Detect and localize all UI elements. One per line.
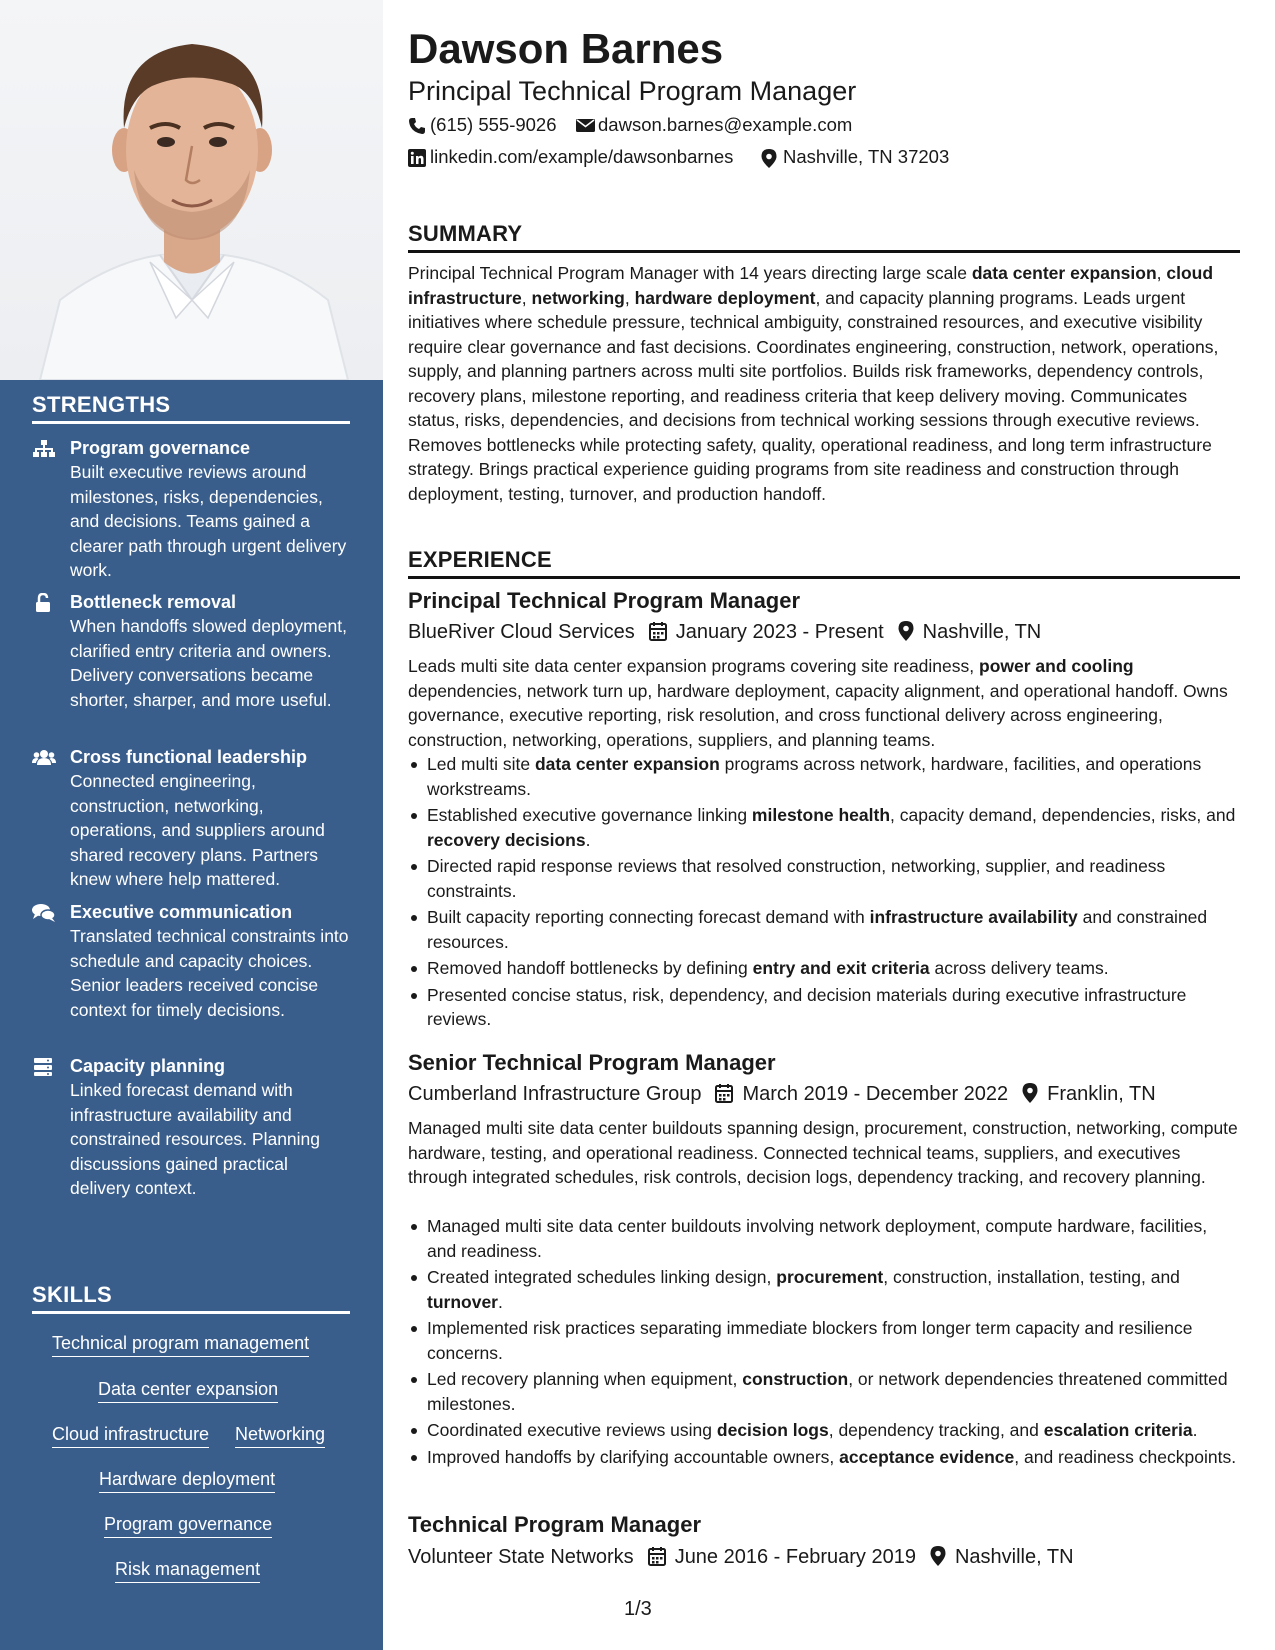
job-meta — [408, 1081, 1156, 1107]
list-item: Built capacity reporting connecting forecast demand with infrastructure availability and constrained resources. — [408, 905, 1240, 954]
skill-tag: Cloud infrastructure — [52, 1423, 209, 1448]
list-item: Directed rapid response reviews that resolved construction, networking, supplier, and readiness constraints. — [408, 854, 1240, 903]
list-item: Created integrated schedules linking design, procurement, construction, installation, testing, and turnover. — [408, 1265, 1240, 1314]
job-dates: June 2016 - February 2019 — [674, 1546, 916, 1568]
sidebar — [0, 0, 383, 1650]
strengths-heading: STRENGTHS — [32, 392, 350, 424]
job-title: Principal Technical Program Manager — [408, 588, 801, 613]
skill-tag: Technical program management — [52, 1332, 309, 1357]
phone-text: (615) 555-9026 — [430, 114, 557, 135]
strength-title: Bottleneck removal — [70, 592, 237, 612]
job-meta — [408, 1544, 1074, 1570]
job-dates: March 2019 - December 2022 — [742, 1083, 1009, 1105]
location-text: Nashville, TN 37203 — [783, 146, 950, 167]
job-dates: January 2023 - Present — [675, 621, 884, 643]
users-icon — [32, 748, 56, 768]
company-name: Volunteer State Networks — [408, 1546, 634, 1568]
skill-tag: Program governance — [104, 1513, 272, 1538]
job-title: Technical Program Manager — [408, 1512, 702, 1537]
company-name: Cumberland Infrastructure Group — [408, 1083, 702, 1105]
list-item: Implemented risk practices separating immediate blockers from longer term capacity and resilience concerns. — [408, 1316, 1240, 1365]
map-pin-icon — [761, 149, 777, 168]
envelope-icon — [576, 117, 595, 133]
strength-title: Capacity planning — [70, 1056, 226, 1076]
job-description: Leads multi site data center expansion programs covering site readiness, power and cooling dependencies, network turn up, hardware deployment, capacity alignment, and operational handoff. Owns governance, executive reporting, risk resolution, and cross functional delivery across engineering, construction, networking, operations, suppliers, and planning teams. — [408, 656, 1228, 750]
skill-tag: Hardware deployment — [99, 1468, 275, 1493]
list-item: Coordinated executive reviews using decision logs, dependency tracking, and escalation criteria. — [408, 1418, 1240, 1443]
unlock-icon — [32, 593, 56, 613]
server-icon — [32, 1057, 56, 1077]
strength-desc: Connected engineering, construction, networking, operations, and suppliers around shared recovery plans. Partners knew where help mattered. — [70, 771, 325, 889]
job-meta — [408, 619, 1041, 645]
job-location: Nashville, TN — [922, 621, 1042, 643]
strength-title: Program governance — [70, 438, 251, 458]
strength-desc: Linked forecast demand with infrastructure availability and constrained resources. Planning discussions gained practical delivery context. — [70, 1080, 321, 1198]
map-pin-icon — [930, 1546, 946, 1566]
page-number: 1/3 — [624, 1598, 652, 1620]
list-item: Led multi site data center expansion programs across network, hardware, facilities, and operations workstreams. — [408, 752, 1240, 801]
strength-desc: Translated technical constraints into schedule and capacity choices. Senior leaders received concise context for timely decisions. — [70, 926, 349, 1020]
job-title: Senior Technical Program Manager — [408, 1050, 776, 1075]
summary-text: Principal Technical Program Manager with 14 years directing large scale data center expansion, cloud infrastructure, networking, hardware deployment, and capacity planning programs. Leads urgent initiatives where schedule pressure, technical ambiguity, constrained resources, and executive visibility require clear governance and fast decisions. Coordinates engineering, construction, network, operations, supply, and planning partners across multi site portfolios. Builds risk frameworks, dependency controls, recovery plans, milestone reporting, and readiness criteria that keep delivery moving. Communicates status, risks, dependencies, and decisions from technical working sessions through executive reviews. Removes bottlenecks while protecting safety, quality, operational readiness, and long term infrastructure strategy. Brings practical experience guiding programs from site readiness and construction through deployment, testing, turnover, and production handoff. — [408, 263, 1219, 504]
skill-tag: Data center expansion — [98, 1378, 278, 1403]
summary-heading: SUMMARY — [408, 221, 1240, 253]
calendar-icon — [648, 1546, 666, 1566]
profile-photo — [0, 0, 383, 380]
skills-heading: SKILLS — [32, 1282, 350, 1314]
strength-title: Cross functional leadership — [70, 747, 308, 767]
phone-icon — [408, 117, 426, 135]
org-chart-icon — [32, 439, 56, 459]
candidate-name: Dawson Barnes — [408, 25, 724, 72]
list-item: Managed multi site data center buildouts involving network deployment, compute hardware, facilities, and readiness. — [408, 1214, 1240, 1263]
job-description: Managed multi site data center buildouts spanning design, procurement, construction, networking, compute hardware, testing, and operational readiness. Connected technical teams, suppliers, and executives through integrated schedules, risk controls, decision logs, dependency tracking, and recovery planning. — [408, 1118, 1238, 1187]
linkedin-text[interactable]: linkedin.com/example/dawsonbarnes — [430, 146, 734, 167]
job-location: Nashville, TN — [954, 1546, 1074, 1568]
linkedin-icon — [408, 149, 426, 167]
candidate-role: Principal Technical Program Manager — [408, 76, 857, 106]
list-item: Established executive governance linking milestone health, capacity demand, dependencies, risks, and recovery decisions. — [408, 803, 1240, 852]
list-item: Improved handoffs by clarifying accountable owners, acceptance evidence, and readiness checkpoints. — [408, 1445, 1240, 1470]
strength-title: Executive communication — [70, 902, 293, 922]
calendar-icon — [715, 1083, 733, 1103]
job-bullets — [408, 752, 1240, 1034]
chat-icon — [32, 903, 56, 923]
list-item: Removed handoff bottlenecks by defining entry and exit criteria across delivery teams. — [408, 956, 1240, 981]
experience-heading: EXPERIENCE — [408, 547, 1240, 579]
skill-tag: Networking — [235, 1423, 325, 1448]
strength-desc: Built executive reviews around milestones, risks, dependencies, and decisions. Teams gained a clearer path through urgent delivery work. — [70, 462, 347, 580]
list-item: Presented concise status, risk, dependency, and decision materials during executive infrastructure reviews. — [408, 983, 1240, 1032]
email-text[interactable]: dawson.barnes@example.com — [598, 114, 853, 135]
company-name: BlueRiver Cloud Services — [408, 621, 635, 643]
map-pin-icon — [898, 621, 914, 641]
skill-tag: Risk management — [115, 1558, 260, 1583]
calendar-icon — [649, 621, 667, 641]
job-bullets — [408, 1214, 1240, 1471]
strength-desc: When handoffs slowed deployment, clarified entry criteria and owners. Delivery conversations became shorter, sharper, and more useful. — [70, 616, 347, 710]
list-item: Led recovery planning when equipment, construction, or network dependencies threatened committed milestones. — [408, 1367, 1240, 1416]
map-pin-icon — [1022, 1083, 1038, 1103]
job-location: Franklin, TN — [1047, 1083, 1156, 1105]
